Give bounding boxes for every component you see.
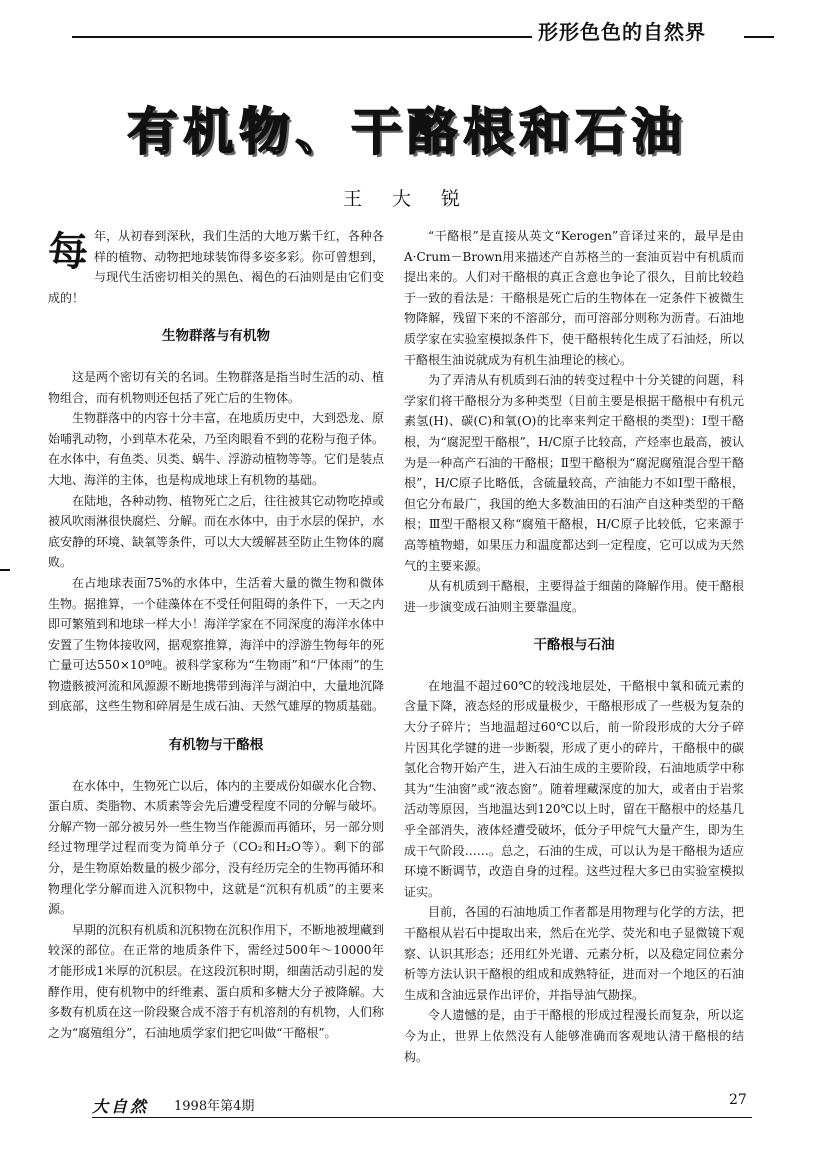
section-heading: 干酪根与石油 (533, 637, 615, 654)
body-paragraph: 这是两个密切有关的名词。生物群落是指当时生活的动、植物组合，而有机物则还包括了死亡后的生物体。 (48, 369, 385, 405)
body-paragraph: 为了弄清从有机质到石油的转变过程中十分关键的问题，科学家们将干酪根分为多种类型（目前主要是根据干酪根中有机元素氢(H)、碳(C)和氧(O)的比率来判定干酪根的类型)：Ⅰ型干酪根，为“腐泥型干酪根”，H/C原子比较高，产烃率也最高，被认为是一种高产石油的干酪根；Ⅱ型干酪根为“腐泥腐殖混合型干酪根”，H/C原子比略低，含硫量较高，产油能力不如Ⅰ型干酪根，但它分布最广，我国的绝大多数油田的石油产自这种类型的干酪根；Ⅲ型干酪根又称“腐殖干酪根，H/C原子比较低，它来源于高等植物蜡，如果压力和温度都达到一定程度，它可以成为天然气的主要来源。 (404, 373, 744, 573)
drop-cap: 每 (48, 229, 88, 275)
left-column (48, 226, 384, 1043)
body-paragraph: 在水体中，生物死亡以后，体内的主要成份如碳水化合物、蛋白质、类脂物、木质素等会先后遭受程度不同的分解与破坏。分解产物一部分被另外一些生物当作能源而再循环，另一部分则经过物理学过程而变为简单分子（CO₂和H₂O等）。剩下的部分，是生物原始数量的极少部分，没有经历完全的生物再循环和物理化学分解而进入沉积物中，这就是“沉积有机质”的主要来源。 (48, 778, 385, 917)
page-number: 27 (729, 1092, 747, 1108)
section-heading: 生物群落与有机物 (162, 328, 270, 345)
intro-text: 年，从初春到深秋，我们生活的大地万紫千红，各种各样的植物、动物把地球装饰得多姿多彩。你可曾想到，与现代生活密切相关的黑色、褐色的石油则是由它们变成的！ (48, 229, 384, 305)
article-title: 有机物、干酪根和石油 (127, 103, 688, 161)
margin-mark (0, 569, 10, 571)
body-paragraph: 在陆地，各种动物、植物死亡之后，往往被其它动物吃掉或被风吹雨淋很快腐烂、分解。而在水体中，由于水层的保护，水底安静的环境、缺氧等条件，可以大大缓解甚至防止生物体的腐败。 (48, 493, 385, 570)
body-paragraph: 目前，各国的石油地质工作者都是用物理与化学的方法，把干酪根从岩石中提取出来，然后在光学、荧光和电子显微镜下观察、认识其形态；还用红外光谱、元素分析，以及稳定同位素分析等方法认识干酪根的组成和成熟特征，进而对一个地区的石油生成和含油远景作出评价，并指导油气勘探。 (404, 905, 744, 1002)
body-paragraph: “干酪根”是直接从英文“Kerogen”音译过来的，最早是由A·Crum－Brown用来描述产自苏格兰的一套油页岩中有机质而提出来的。人们对干酪根的真正含意也争论了很久，目前比较趋于一致的看法是：干酪根是死亡后的生物体在一定条件下被微生物降解，残留下来的不溶部分，而可溶部分则称为沥青。石油地质学家在实验室模拟条件下，使干酪根转化生成了石油烃，所以干酪根生油说就成为有机生油理论的核心。 (404, 229, 744, 367)
column-title: 形形色色的自然界 (538, 20, 706, 44)
body-paragraph: 早期的沉积有机质和沉积物在沉积作用下，不断地被埋藏到较深的部位。在正常的地质条件下，需经过500年～10000年才能形成1米厚的沉积层。在这段沉积时期，细菌活动引起的发酵作用，使有机物中的纤维素、蛋白质和多糖大分子被降解。大多数有机质在这一阶段聚合成不溶于有机溶剂的有机物，人们称之为“腐殖组分”，石油地质学家们把它叫做“干酪根”。 (48, 922, 385, 1040)
article-author: 王 大 锐 (342, 188, 473, 210)
header-rule (72, 36, 532, 38)
body-paragraph: 从有机质到干酪根，主要得益于细菌的降解作用。使干酪根进一步演变成石油则主要靠温度。 (404, 579, 744, 614)
intro-paragraph (48, 226, 384, 308)
footer-rule (92, 1117, 752, 1118)
header-rule-tail (744, 36, 774, 38)
issue-label: 1998年第4期 (174, 1099, 255, 1114)
body-paragraph: 在占地球表面75%的水体中，生活着大量的微生物和微体生物。据推算，一个硅藻体在不受任何阻碍的条件下，一天之内即可繁殖到和地球一样大小！海洋学家在不同深度的海洋水体中安置了生物体接收网，据观察推算，海洋中的浮游生物每年的死亡量可达550×10⁹吨。被科学家称为“生物雨”和“尸体雨”的生物遗骸被河流和风源源不断地携带到海洋与湖泊中，大量地沉降到底部，这些生物和碎屑是生成石油、天然气雄厚的物质基础。 (48, 575, 385, 714)
section-heading: 有机物与干酪根 (168, 737, 264, 754)
right-column (404, 226, 744, 1067)
body-paragraph: 在地温不超过60℃的较浅地层处，干酪根中氧和硫元素的含量下降，液态烃的形成量极少，干酪根形成了一些极为复杂的大分子碎片；当地温超过60℃以后，前一阶段形成的大分子碎片因其化学键的进一步断裂，形成了更小的碎片，干酪根中的碳氢化合物开始产生，进入石油生成的主要阶段，石油地质学中称其为“生油窗”或“液态窗”。随着埋藏深度的加大，或者由于岩浆活动等原因，当地温达到120℃以上时，留在干酪根中的烃基几乎全部消失，液体烃遭受破坏，低分子甲烷气大量产生，即为生成干气阶段……。总之，石油的生成，可以认为是干酪根为适应环境不断调节，改造自身的过程。这些过程大多已由实验室模拟证实。 (404, 678, 744, 899)
body-paragraph: 生物群落中的内容十分丰富，在地质历史中，大到恐龙、原始哺乳动物，小到草木花朵，乃至肉眼看不到的花粉与孢子体。在水体中，有鱼类、贝类、蜗牛、浮游动植物等等。它们是装点大地、海洋的主体，也是构成地球上有机物的基础。 (48, 411, 385, 487)
journal-name: 大自然 (92, 1097, 150, 1116)
body-paragraph: 令人遗憾的是，由于干酪根的形成过程漫长而复杂，所以迄今为止，世界上依然没有人能够准确而客观地认清干酪根的结构。 (404, 1008, 744, 1064)
